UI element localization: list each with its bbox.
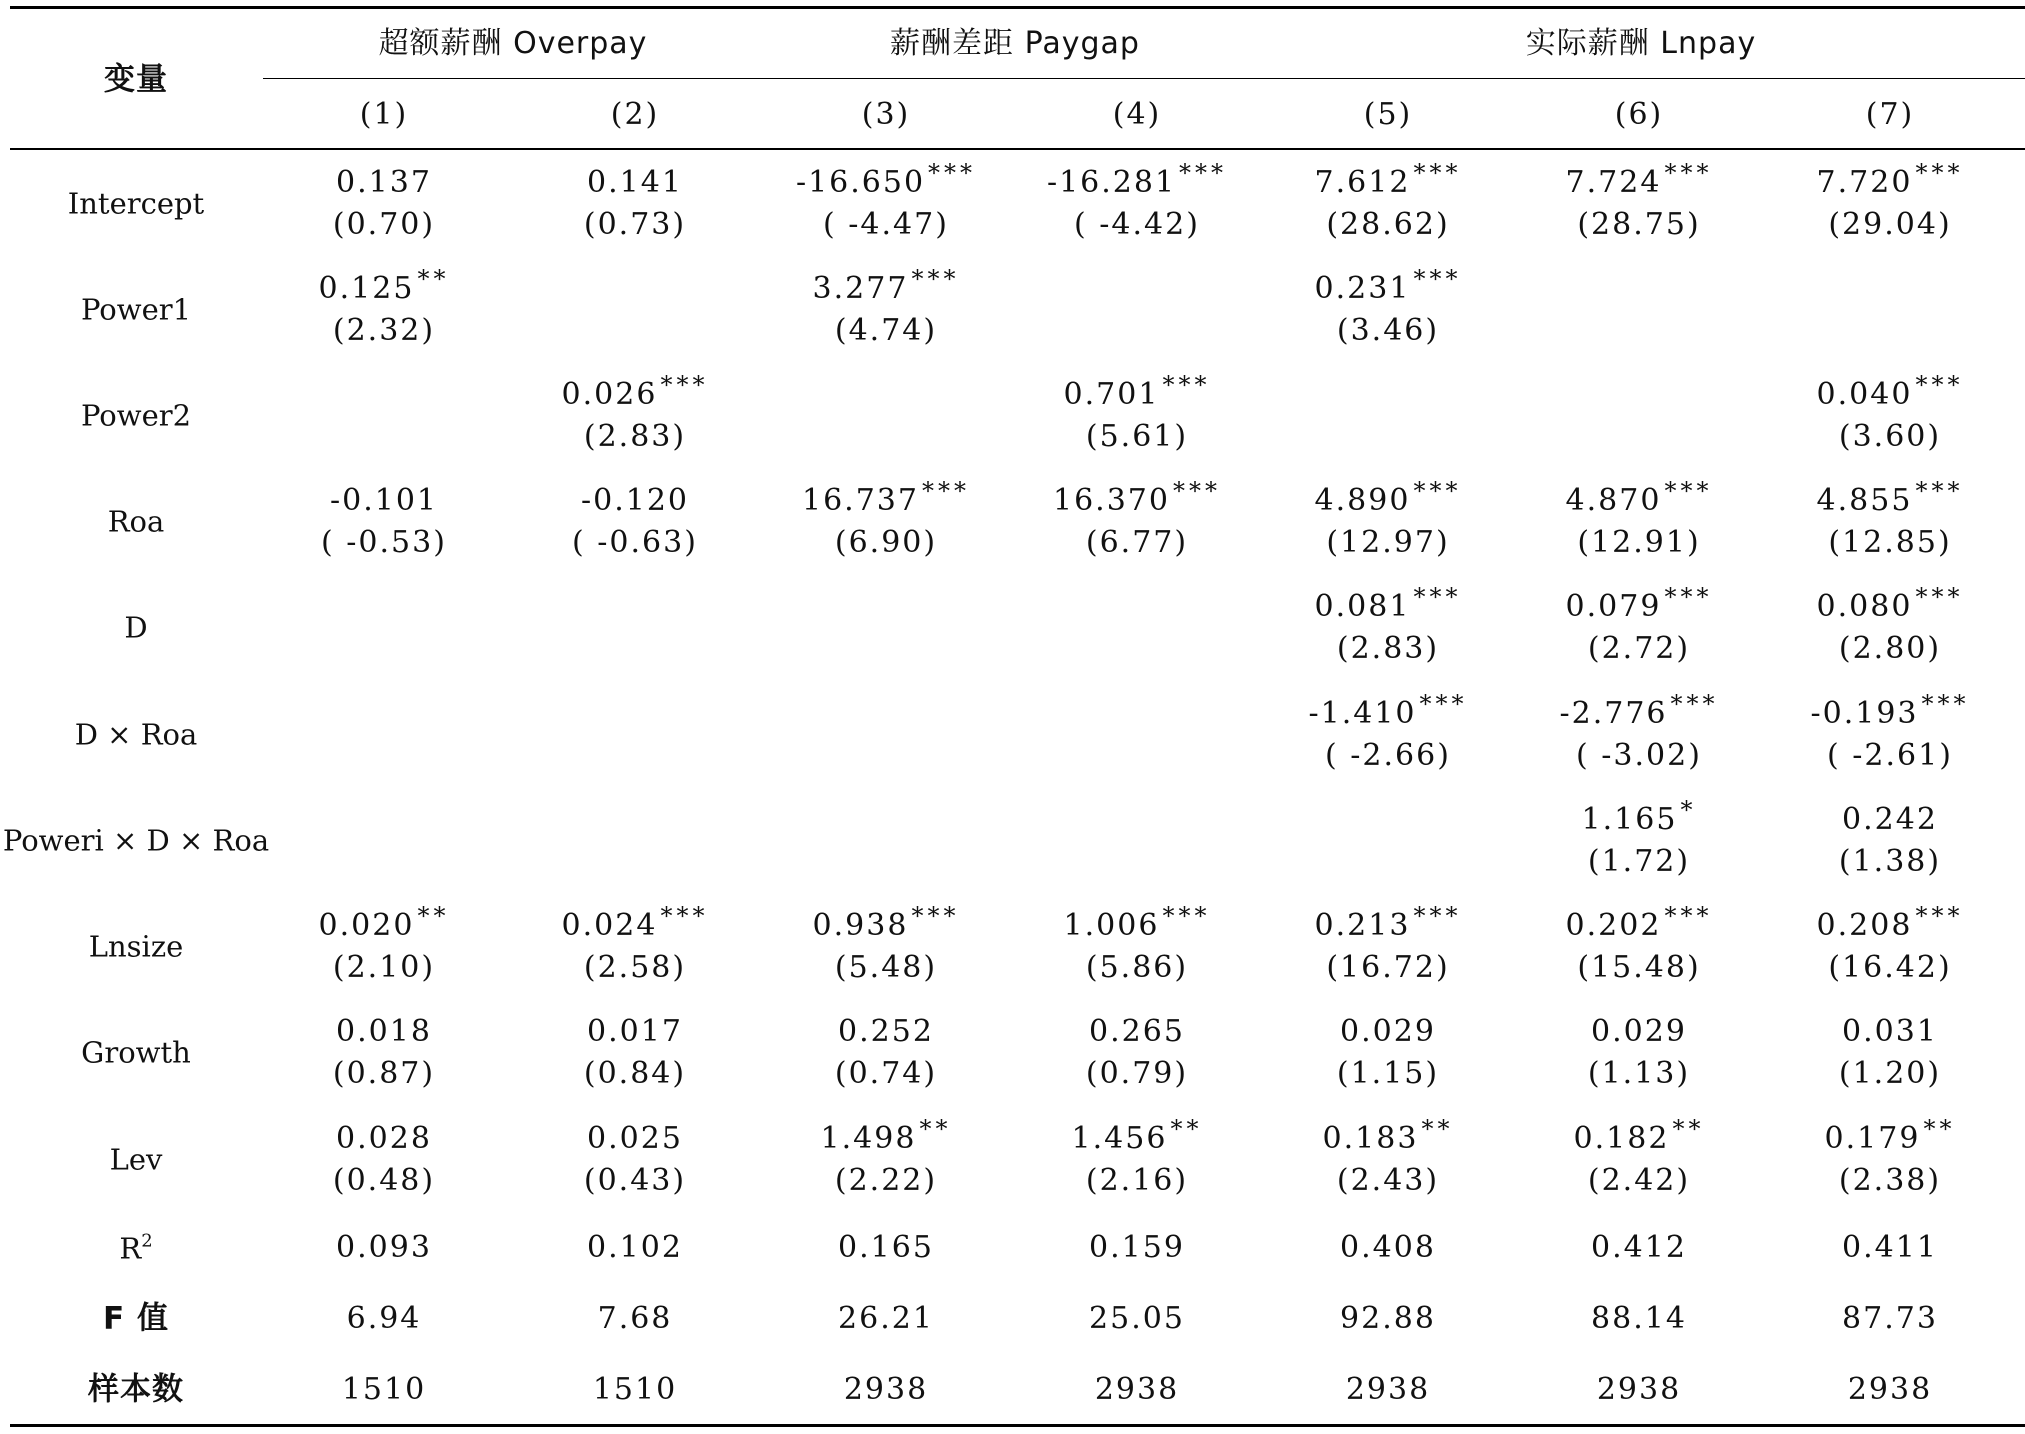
stat-label-text: 样本数 bbox=[88, 1371, 184, 1408]
row-label-text: Lev bbox=[109, 1142, 163, 1177]
coefficient-cell bbox=[580, 483, 690, 518]
coefficient-value: 1.165 bbox=[1581, 802, 1678, 837]
coefficient-cell bbox=[1573, 1115, 1705, 1156]
row-label-text: D × Roa bbox=[74, 717, 198, 752]
coefficient-value: 16.737 bbox=[802, 483, 919, 518]
row-label bbox=[2, 823, 270, 858]
coefficient-value: -16.281 bbox=[1046, 165, 1177, 200]
coefficient-cell bbox=[336, 1014, 432, 1049]
stat-label-superscript: 2 bbox=[141, 1230, 153, 1252]
significance-stars: ** bbox=[1923, 1115, 1956, 1143]
significance-stars: *** bbox=[1921, 690, 1970, 718]
significance-stars: *** bbox=[1670, 690, 1719, 718]
stat-label bbox=[88, 1371, 184, 1408]
top-rule bbox=[10, 6, 2025, 9]
stat-value: 0.093 bbox=[336, 1230, 432, 1265]
coefficient-value: 0.701 bbox=[1063, 377, 1160, 412]
significance-stars: *** bbox=[911, 265, 960, 293]
coefficient-value: 0.938 bbox=[812, 908, 909, 943]
significance-stars: *** bbox=[921, 477, 970, 505]
t-stat-cell: (5.61) bbox=[1085, 419, 1189, 454]
coefficient-value: 0.079 bbox=[1565, 589, 1662, 624]
coefficient-value: 0.179 bbox=[1824, 1121, 1921, 1156]
row-label-text: Roa bbox=[107, 504, 165, 539]
coefficient-cell bbox=[561, 371, 709, 412]
stat-label-text: F 值 bbox=[103, 1300, 169, 1337]
coefficient-value: 0.026 bbox=[561, 377, 658, 412]
coefficient-cell bbox=[1308, 690, 1468, 731]
coefficient-cell bbox=[1816, 902, 1964, 943]
coefficient-cell bbox=[561, 902, 709, 943]
coefficient-cell bbox=[329, 483, 439, 518]
row-label bbox=[124, 610, 148, 645]
stat-value: 0.165 bbox=[838, 1230, 934, 1265]
stat-value: 6.94 bbox=[346, 1301, 422, 1336]
coefficient-value: 0.020 bbox=[318, 908, 415, 943]
significance-stars: *** bbox=[1664, 583, 1713, 611]
coefficient-value: 0.029 bbox=[1591, 1014, 1687, 1049]
row-label-subscript: i bbox=[94, 823, 104, 858]
significance-stars: *** bbox=[1162, 371, 1211, 399]
coefficient-cell bbox=[820, 1115, 952, 1156]
coefficient-value: 0.242 bbox=[1842, 802, 1938, 837]
coefficient-value: -16.650 bbox=[795, 165, 926, 200]
coefficient-cell bbox=[1340, 1014, 1436, 1049]
stat-value: 0.411 bbox=[1842, 1230, 1938, 1265]
significance-stars: *** bbox=[1915, 583, 1964, 611]
coefficient-cell bbox=[1591, 1014, 1687, 1049]
coefficient-cell bbox=[1842, 1014, 1938, 1049]
coefficient-cell bbox=[336, 1121, 432, 1156]
coefficient-cell bbox=[1063, 902, 1211, 943]
t-stat-cell: ( -4.42) bbox=[1074, 207, 1200, 242]
significance-stars: *** bbox=[1664, 159, 1713, 187]
column-number: (7) bbox=[1865, 97, 1915, 132]
stat-value: 87.73 bbox=[1842, 1301, 1938, 1336]
row-label bbox=[88, 929, 184, 964]
significance-stars: *** bbox=[1664, 902, 1713, 930]
coefficient-cell bbox=[318, 265, 450, 306]
coefficient-cell bbox=[1824, 1115, 1956, 1156]
t-stat-cell: (2.43) bbox=[1336, 1163, 1440, 1198]
coefficient-cell bbox=[1314, 477, 1462, 518]
coefficient-value: 0.137 bbox=[336, 165, 432, 200]
group-header-paygap: 薪酬差距 Paygap bbox=[890, 26, 1140, 61]
coefficient-cell bbox=[587, 1121, 683, 1156]
coefficient-value: 0.024 bbox=[561, 908, 658, 943]
t-stat-cell: (2.10) bbox=[332, 950, 436, 985]
coefficient-value: 3.277 bbox=[812, 271, 909, 306]
t-stat-cell: (0.87) bbox=[332, 1056, 436, 1091]
row-label bbox=[74, 717, 198, 752]
coefficient-value: 0.028 bbox=[336, 1121, 432, 1156]
significance-stars: *** bbox=[1179, 159, 1228, 187]
significance-stars: ** bbox=[1421, 1115, 1454, 1143]
t-stat-cell: ( -0.53) bbox=[321, 525, 447, 560]
significance-stars: *** bbox=[1413, 902, 1462, 930]
coefficient-cell bbox=[1314, 159, 1462, 200]
coefficient-cell bbox=[1581, 796, 1697, 837]
t-stat-cell: (0.79) bbox=[1085, 1056, 1189, 1091]
stat-value: 2938 bbox=[1596, 1372, 1682, 1407]
stat-label bbox=[103, 1300, 169, 1337]
stat-value: 2938 bbox=[1847, 1372, 1933, 1407]
t-stat-cell: (2.16) bbox=[1085, 1163, 1189, 1198]
coefficient-value: 0.081 bbox=[1314, 589, 1411, 624]
t-stat-cell: (29.04) bbox=[1828, 207, 1952, 242]
significance-stars: ** bbox=[1672, 1115, 1705, 1143]
stat-value: 0.102 bbox=[587, 1230, 683, 1265]
t-stat-cell: (5.48) bbox=[834, 950, 938, 985]
t-stat-cell: (5.86) bbox=[1085, 950, 1189, 985]
significance-stars: ** bbox=[417, 902, 450, 930]
significance-stars: *** bbox=[928, 159, 977, 187]
significance-stars: *** bbox=[1664, 477, 1713, 505]
t-stat-cell: (6.90) bbox=[834, 525, 938, 560]
coefficient-value: 4.870 bbox=[1565, 483, 1662, 518]
coefficient-cell bbox=[1053, 477, 1221, 518]
t-stat-cell: (15.48) bbox=[1577, 950, 1701, 985]
significance-stars: *** bbox=[1413, 583, 1462, 611]
row-label-text: Power2 bbox=[80, 398, 192, 433]
coefficient-cell bbox=[1322, 1115, 1454, 1156]
coefficient-cell bbox=[1816, 371, 1964, 412]
coefficient-value: -1.410 bbox=[1308, 696, 1417, 731]
coefficient-value: 0.125 bbox=[318, 271, 415, 306]
coefficient-cell bbox=[1559, 690, 1719, 731]
column-number: (2) bbox=[610, 97, 660, 132]
coefficient-cell bbox=[336, 165, 432, 200]
coefficient-value: -0.120 bbox=[580, 483, 690, 518]
coefficient-cell bbox=[1063, 371, 1211, 412]
stat-value: 0.408 bbox=[1340, 1230, 1436, 1265]
t-stat-cell: (2.83) bbox=[583, 419, 687, 454]
stat-value: 7.68 bbox=[597, 1301, 673, 1336]
coefficient-cell bbox=[1314, 265, 1462, 306]
t-stat-cell: (2.80) bbox=[1838, 631, 1942, 666]
coefficient-value: 0.080 bbox=[1816, 589, 1913, 624]
coefficient-cell bbox=[1565, 902, 1713, 943]
coefficient-value: 0.018 bbox=[336, 1014, 432, 1049]
coefficient-cell bbox=[1565, 583, 1713, 624]
coefficient-cell bbox=[1314, 902, 1462, 943]
coefficient-value: 0.208 bbox=[1816, 908, 1913, 943]
stat-value: 0.159 bbox=[1089, 1230, 1185, 1265]
t-stat-cell: (3.60) bbox=[1838, 419, 1942, 454]
coefficient-cell bbox=[812, 902, 960, 943]
t-stat-cell: (1.38) bbox=[1838, 844, 1942, 879]
stat-value: 2938 bbox=[843, 1372, 929, 1407]
regression-table bbox=[2, 0, 2025, 1434]
significance-stars: ** bbox=[417, 265, 450, 293]
coefficient-value: 0.182 bbox=[1573, 1121, 1670, 1156]
t-stat-cell: ( -3.02) bbox=[1576, 738, 1702, 773]
coefficient-cell bbox=[812, 265, 960, 306]
significance-stars: *** bbox=[660, 371, 709, 399]
t-stat-cell: (2.58) bbox=[583, 950, 687, 985]
coefficient-cell bbox=[1089, 1014, 1185, 1049]
row-label-text: Growth bbox=[81, 1035, 191, 1070]
significance-stars: ** bbox=[919, 1115, 952, 1143]
coefficient-cell bbox=[1071, 1115, 1203, 1156]
column-number: (5) bbox=[1363, 97, 1413, 132]
t-stat-cell: (4.74) bbox=[834, 313, 938, 348]
t-stat-cell: ( -2.61) bbox=[1827, 738, 1953, 773]
t-stat-cell: (16.72) bbox=[1326, 950, 1450, 985]
significance-stars: *** bbox=[911, 902, 960, 930]
significance-stars: *** bbox=[1162, 902, 1211, 930]
stat-value: 0.412 bbox=[1591, 1230, 1687, 1265]
coefficient-value: 7.612 bbox=[1314, 165, 1411, 200]
stat-value: 1510 bbox=[592, 1372, 678, 1407]
row-label-text: Lnsize bbox=[88, 929, 184, 964]
stat-value: 25.05 bbox=[1089, 1301, 1185, 1336]
t-stat-cell: (1.72) bbox=[1587, 844, 1691, 879]
t-stat-cell: (0.74) bbox=[834, 1056, 938, 1091]
coefficient-cell bbox=[795, 159, 977, 200]
significance-stars: *** bbox=[660, 902, 709, 930]
t-stat-cell: (28.62) bbox=[1326, 207, 1450, 242]
stat-value: 2938 bbox=[1094, 1372, 1180, 1407]
row-label-text: Power bbox=[2, 823, 95, 858]
t-stat-cell: (0.84) bbox=[583, 1056, 687, 1091]
stat-value: 26.21 bbox=[838, 1301, 934, 1336]
coefficient-value: -2.776 bbox=[1559, 696, 1668, 731]
significance-stars: *** bbox=[1915, 371, 1964, 399]
t-stat-cell: (2.22) bbox=[834, 1163, 938, 1198]
coefficient-value: 1.456 bbox=[1071, 1121, 1168, 1156]
t-stat-cell: (6.77) bbox=[1085, 525, 1189, 560]
t-stat-cell: (1.13) bbox=[1587, 1056, 1691, 1091]
significance-stars: *** bbox=[1413, 159, 1462, 187]
coefficient-value: 0.202 bbox=[1565, 908, 1662, 943]
coefficient-cell bbox=[587, 165, 683, 200]
coefficient-cell bbox=[1046, 159, 1228, 200]
row-label bbox=[80, 292, 192, 327]
row-label bbox=[80, 398, 192, 433]
stat-value: 88.14 bbox=[1591, 1301, 1687, 1336]
coefficient-value: 7.724 bbox=[1565, 165, 1662, 200]
coefficient-cell bbox=[1816, 159, 1964, 200]
row-label bbox=[67, 186, 205, 221]
significance-stars: *** bbox=[1915, 159, 1964, 187]
row-label bbox=[109, 1142, 163, 1177]
coefficient-value: 0.231 bbox=[1314, 271, 1411, 306]
column-number: (1) bbox=[359, 97, 409, 132]
significance-stars: ** bbox=[1170, 1115, 1203, 1143]
coefficient-value: -0.193 bbox=[1810, 696, 1919, 731]
row-label-text: Intercept bbox=[67, 186, 205, 221]
coefficient-cell bbox=[1842, 802, 1938, 837]
t-stat-cell: (2.32) bbox=[332, 313, 436, 348]
t-stat-cell: ( -0.63) bbox=[572, 525, 698, 560]
row-label-text: Power1 bbox=[80, 292, 192, 327]
coefficient-value: 0.213 bbox=[1314, 908, 1411, 943]
t-stat-cell: ( -4.47) bbox=[823, 207, 949, 242]
stat-value: 92.88 bbox=[1340, 1301, 1436, 1336]
significance-stars: *** bbox=[1915, 902, 1964, 930]
coefficient-value: 0.141 bbox=[587, 165, 683, 200]
column-number: (3) bbox=[861, 97, 911, 132]
t-stat-cell: (2.42) bbox=[1587, 1163, 1691, 1198]
coefficient-cell bbox=[802, 477, 970, 518]
coefficient-cell bbox=[587, 1014, 683, 1049]
t-stat-cell: (2.38) bbox=[1838, 1163, 1942, 1198]
coefficient-cell bbox=[1816, 583, 1964, 624]
stat-label bbox=[119, 1230, 153, 1266]
coefficient-value: 1.498 bbox=[820, 1121, 917, 1156]
t-stat-cell: (1.15) bbox=[1336, 1056, 1440, 1091]
t-stat-cell: (2.72) bbox=[1587, 631, 1691, 666]
t-stat-cell: (12.97) bbox=[1326, 525, 1450, 560]
t-stat-cell: (28.75) bbox=[1577, 207, 1701, 242]
t-stat-cell: ( -2.66) bbox=[1325, 738, 1451, 773]
t-stat-cell: (0.70) bbox=[332, 207, 436, 242]
significance-stars: *** bbox=[1915, 477, 1964, 505]
coefficient-value: 0.025 bbox=[587, 1121, 683, 1156]
row-label-tail: × D × Roa bbox=[103, 823, 270, 858]
t-stat-cell: (2.83) bbox=[1336, 631, 1440, 666]
stat-label-text: R bbox=[119, 1231, 142, 1266]
row-label bbox=[107, 504, 165, 539]
coefficient-value: 0.040 bbox=[1816, 377, 1913, 412]
coefficient-value: 0.017 bbox=[587, 1014, 683, 1049]
significance-stars: * bbox=[1680, 796, 1697, 824]
t-stat-cell: (0.73) bbox=[583, 207, 687, 242]
variable-header: 变量 bbox=[104, 61, 168, 98]
column-number: (4) bbox=[1112, 97, 1162, 132]
t-stat-cell: (12.85) bbox=[1828, 525, 1952, 560]
coefficient-value: 4.855 bbox=[1816, 483, 1913, 518]
header-bottom-rule bbox=[10, 148, 2025, 150]
coefficient-value: 0.265 bbox=[1089, 1014, 1185, 1049]
coefficient-cell bbox=[1314, 583, 1462, 624]
coefficient-value: 4.890 bbox=[1314, 483, 1411, 518]
t-stat-cell: (12.91) bbox=[1577, 525, 1701, 560]
coefficient-value: 7.720 bbox=[1816, 165, 1913, 200]
stat-value: 2938 bbox=[1345, 1372, 1431, 1407]
coefficient-value: 0.031 bbox=[1842, 1014, 1938, 1049]
row-label bbox=[81, 1035, 191, 1070]
column-number: (6) bbox=[1614, 97, 1664, 132]
t-stat-cell: (3.46) bbox=[1336, 313, 1440, 348]
coefficient-cell bbox=[318, 902, 450, 943]
t-stat-cell: (0.43) bbox=[583, 1163, 687, 1198]
coefficient-cell bbox=[1810, 690, 1970, 731]
significance-stars: *** bbox=[1413, 265, 1462, 293]
significance-stars: *** bbox=[1413, 477, 1462, 505]
coefficient-cell bbox=[838, 1014, 934, 1049]
stat-value: 1510 bbox=[341, 1372, 427, 1407]
t-stat-cell: (16.42) bbox=[1828, 950, 1952, 985]
coefficient-value: 0.029 bbox=[1340, 1014, 1436, 1049]
coefficient-cell bbox=[1565, 159, 1713, 200]
group-header-lnpay: 实际薪酬 Lnpay bbox=[1525, 26, 1757, 61]
t-stat-cell: (0.48) bbox=[332, 1163, 436, 1198]
group-header-overpay: 超额薪酬 Overpay bbox=[378, 26, 648, 61]
coefficient-value: 16.370 bbox=[1053, 483, 1170, 518]
coefficient-cell bbox=[1816, 477, 1964, 518]
t-stat-cell: (1.20) bbox=[1838, 1056, 1942, 1091]
significance-stars: *** bbox=[1419, 690, 1468, 718]
coefficient-value: 0.252 bbox=[838, 1014, 934, 1049]
coefficient-value: -0.101 bbox=[329, 483, 439, 518]
row-label-text: D bbox=[124, 610, 148, 645]
coefficient-cell bbox=[1565, 477, 1713, 518]
significance-stars: *** bbox=[1172, 477, 1221, 505]
bottom-rule bbox=[10, 1424, 2025, 1427]
coefficient-value: 1.006 bbox=[1063, 908, 1160, 943]
group-underline bbox=[263, 78, 2025, 79]
coefficient-value: 0.183 bbox=[1322, 1121, 1419, 1156]
